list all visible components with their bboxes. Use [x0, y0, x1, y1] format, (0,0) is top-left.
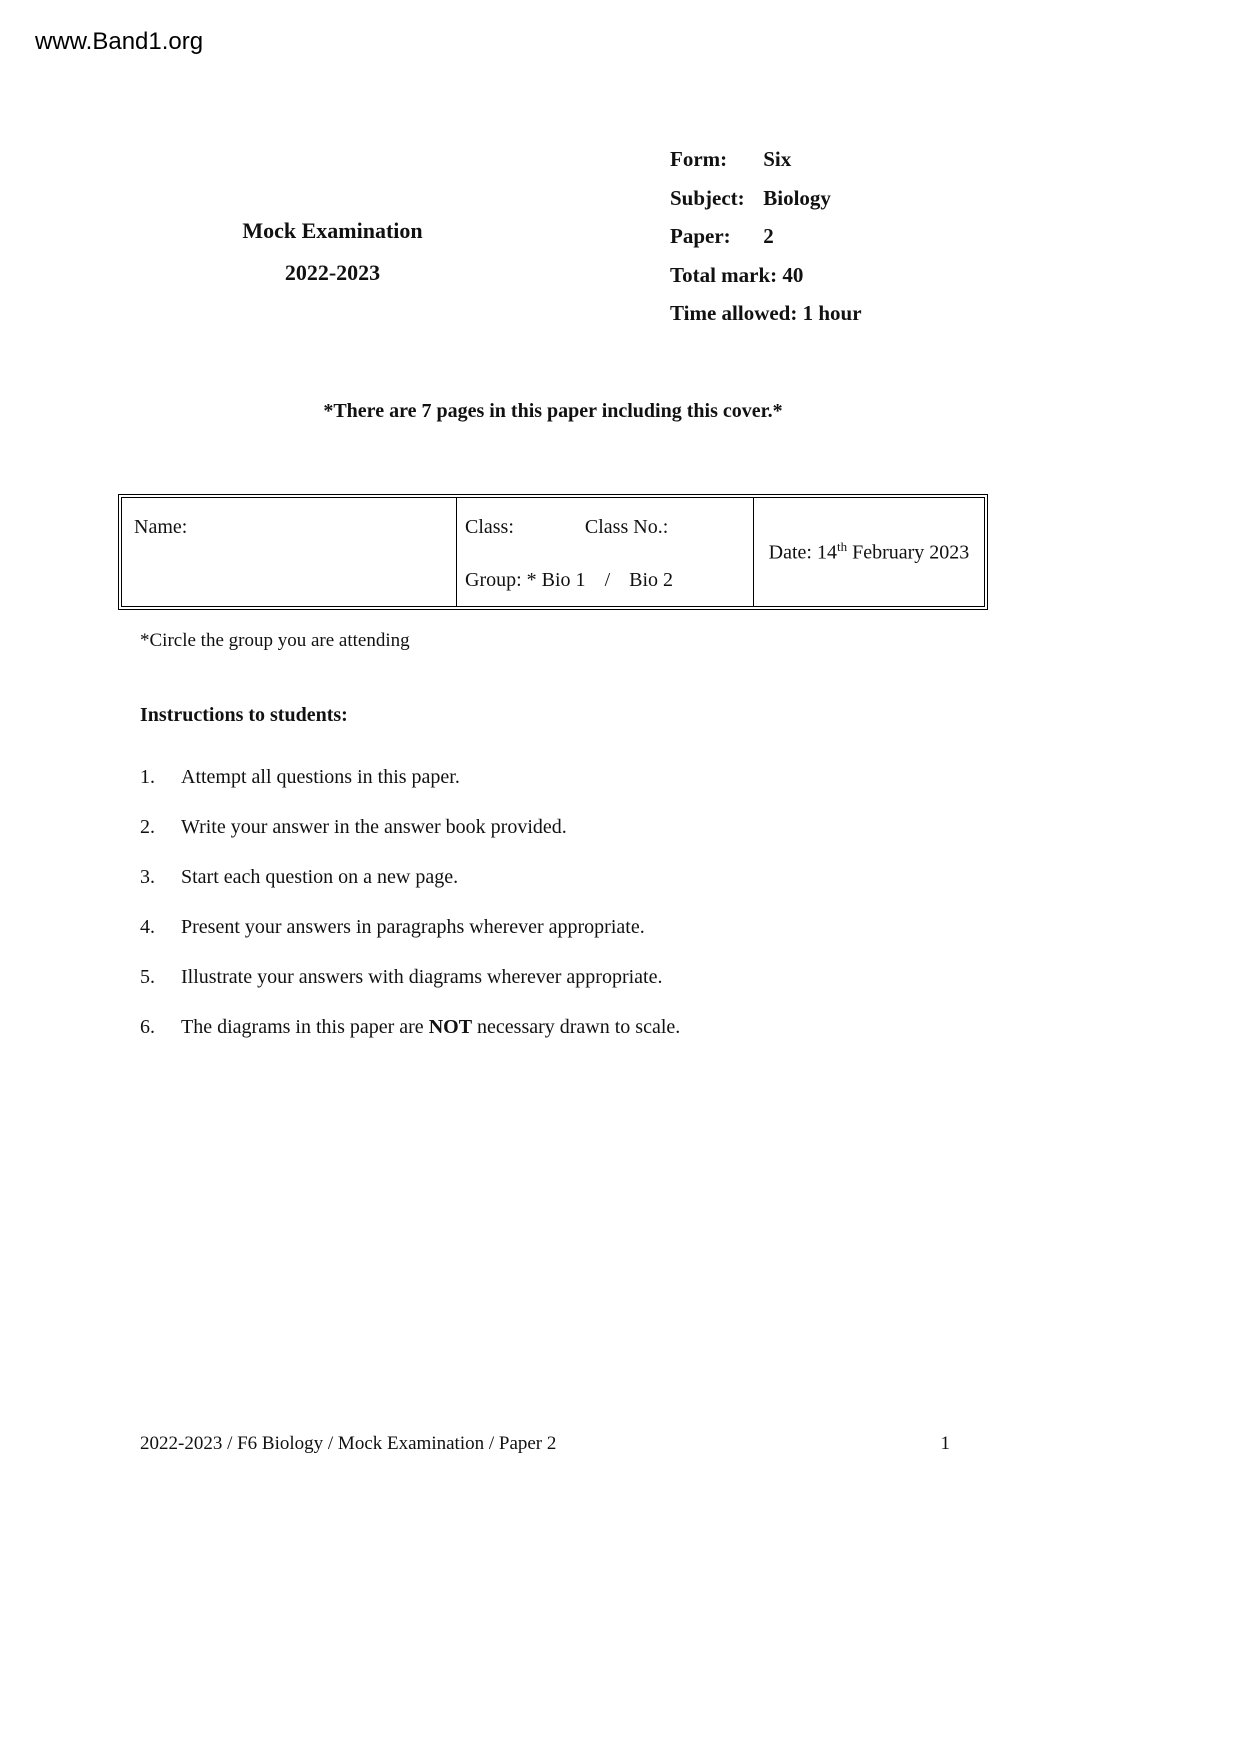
instruction-text: Start each question on a new page.	[181, 866, 459, 888]
paper-label: Paper:	[670, 224, 731, 248]
instruction-number: 3.	[140, 866, 155, 888]
name-label: Name:	[134, 516, 188, 538]
instruction-text	[181, 1017, 680, 1037]
exam-title-line2: 2022-2023	[284, 260, 381, 285]
subject-row	[670, 179, 862, 218]
instruction-text: Attempt all questions in this paper.	[181, 766, 460, 788]
instruction-number: 2.	[140, 816, 155, 838]
paper-value: 2	[763, 224, 774, 248]
date-cell	[754, 498, 984, 606]
instruction-text: Present your answers in paragraphs wherever appropriate.	[181, 916, 645, 938]
class-cell	[457, 498, 754, 606]
exam-title-block	[230, 210, 435, 294]
site-watermark: www.Band1.org	[35, 28, 204, 55]
instruction-item-6	[140, 1017, 960, 1037]
instruction-item-5	[140, 967, 960, 987]
class-label: Class:	[465, 516, 514, 538]
group-row	[465, 569, 741, 592]
page-footer	[140, 1433, 950, 1455]
exam-title-line1: Mock Examination	[242, 218, 423, 243]
instruction-item-1	[140, 767, 960, 787]
footer-text: 2022-2023 / F6 Biology / Mock Examination / Paper 2	[140, 1433, 557, 1454]
instruction-text: Write your answer in the answer book provided.	[181, 816, 567, 838]
instruction-text-bold: NOT	[428, 1016, 473, 1038]
date-prefix: Date: 14	[768, 541, 837, 564]
group-separator: /	[604, 569, 611, 591]
instructions-heading: Instructions to students:	[140, 704, 348, 726]
paper-row	[670, 217, 862, 256]
instruction-number: 1.	[140, 766, 155, 788]
time-allowed-row: Time allowed: 1 hour	[670, 301, 862, 325]
exam-info-block	[670, 140, 862, 333]
instruction-number: 4.	[140, 916, 155, 938]
class-row	[465, 516, 741, 539]
date-suffix: February 2023	[847, 541, 970, 564]
instruction-item-4	[140, 917, 960, 937]
total-mark-row: Total mark: 40	[670, 262, 804, 287]
student-info-table	[118, 494, 988, 610]
form-value: Six	[763, 147, 792, 171]
subject-value: Biology	[763, 185, 831, 210]
instruction-number: 5.	[140, 966, 155, 988]
group-option-bio2: Bio 2	[629, 569, 674, 591]
instruction-item-3	[140, 867, 960, 887]
class-no-label: Class No.:	[584, 516, 669, 538]
group-label: Group: * Bio 1	[465, 569, 586, 591]
student-info-table-inner	[121, 497, 985, 607]
form-row	[670, 140, 862, 179]
page-number: 1	[940, 1433, 950, 1454]
form-label: Form:	[670, 147, 728, 171]
instruction-text: Illustrate your answers with diagrams wherever appropriate.	[181, 966, 663, 988]
subject-label: Subject:	[670, 185, 745, 210]
instruction-text-post: necessary drawn to scale.	[472, 1016, 681, 1038]
name-cell	[122, 498, 457, 606]
instruction-text-pre: The diagrams in this paper are	[181, 1016, 429, 1038]
instructions-section	[140, 704, 960, 1067]
date-text	[769, 539, 970, 565]
instruction-item-2	[140, 817, 960, 837]
pages-note: *There are 7 pages in this paper including this cover.*	[323, 400, 783, 422]
instruction-number: 6.	[140, 1016, 155, 1038]
date-ordinal: th	[836, 539, 848, 555]
circle-group-note: *Circle the group you are attending	[140, 630, 410, 651]
